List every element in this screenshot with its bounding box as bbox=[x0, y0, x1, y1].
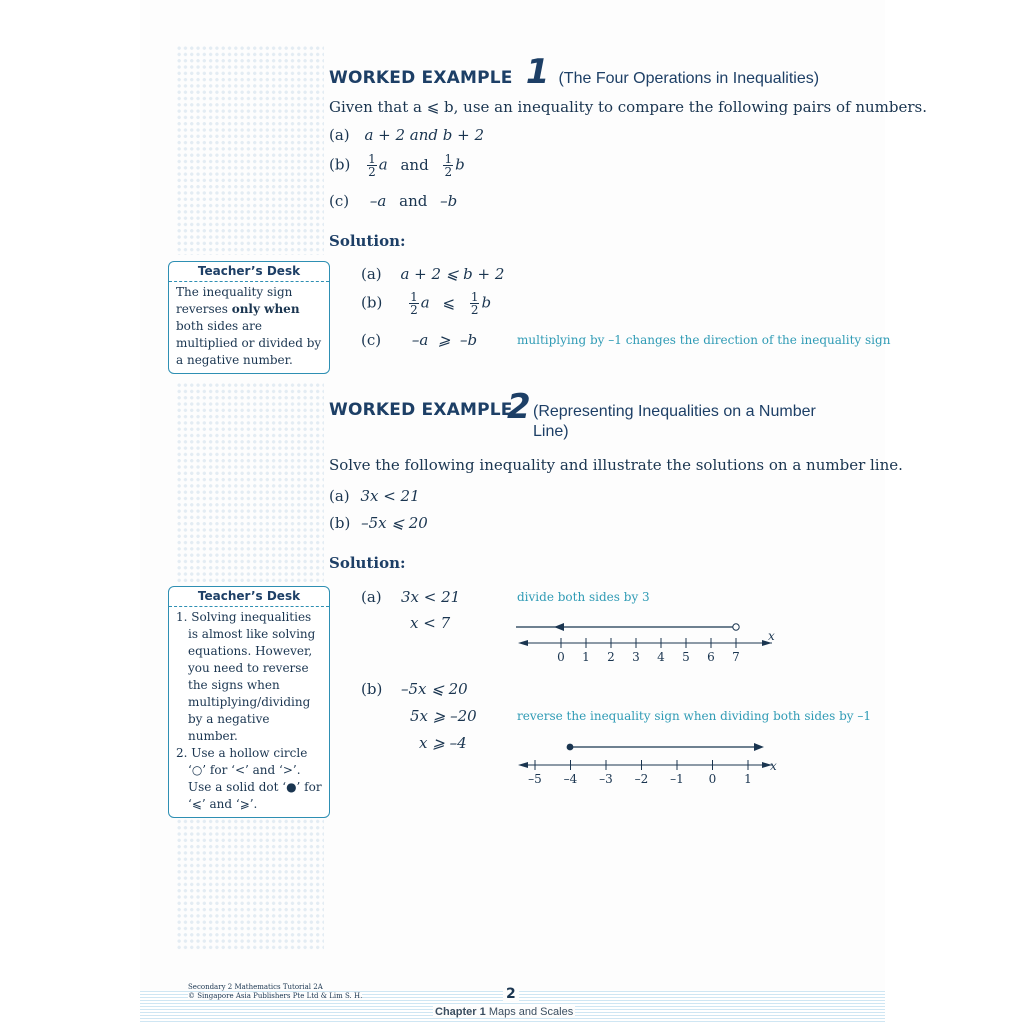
question-text: Given that a ⩽ b, use an inequality to compare the following pairs of numbers. bbox=[329, 98, 927, 116]
question-text: Solve the following inequality and illustrate the solutions on a number line. bbox=[329, 456, 903, 474]
axis-variable: x bbox=[770, 759, 777, 773]
dot-pattern-top bbox=[176, 45, 324, 255]
tick-label: –1 bbox=[670, 772, 684, 786]
solution-b-line1: –5x ⩽ 20 bbox=[401, 680, 468, 698]
teachers-desk-body bbox=[169, 607, 329, 817]
dot-pattern-bottom bbox=[176, 812, 324, 952]
teachers-desk-body: The inequality sign reverses only when both sides are multiplied or divided by a negative number. bbox=[176, 285, 322, 367]
footer-book-title: Secondary 2 Mathematics Tutorial 2A bbox=[188, 983, 323, 991]
worked-example-topic: (The Four Operations in Inequalities) bbox=[558, 70, 820, 87]
chapter-title: Maps and Scales bbox=[488, 1006, 574, 1018]
solution-heading: Solution: bbox=[329, 554, 406, 572]
fraction-half: $\frac{1}{2}$ bbox=[444, 152, 453, 179]
tip-item: 2. Use a hollow circle ‘○’ for ‘<’ and ‘>’. Use a solid dot ‘●’ for ‘⩽’ and ‘⩾’. bbox=[176, 746, 322, 811]
solution-b-line2: 5x ⩾ –20 bbox=[410, 707, 477, 725]
solution-c: (c) –a ⩾ –b bbox=[361, 331, 478, 349]
teachers-desk-title: Teacher’s Desk bbox=[169, 262, 329, 282]
solution-c-note: multiplying by –1 changes the direction of the inequality sign bbox=[517, 333, 891, 347]
page-number: 2 bbox=[503, 986, 519, 1002]
part-a bbox=[329, 126, 484, 144]
worked-example-label: WORKED EXAMPLE bbox=[329, 68, 513, 88]
tick-label: –2 bbox=[634, 772, 649, 786]
solution-b-note: reverse the inequality sign when dividing both sides by –1 bbox=[517, 709, 871, 723]
tick-label: 1 bbox=[582, 650, 590, 664]
solution-b-label: (b) bbox=[361, 680, 383, 698]
part-expression: a + 2 and b + 2 bbox=[364, 126, 485, 144]
part-b: (b) $\frac{1}{2}$ a and $\frac{1}{2}$ b bbox=[329, 152, 465, 179]
tick-label: 0 bbox=[708, 772, 717, 786]
solution-a-line1: 3x < 21 bbox=[401, 588, 461, 606]
axis-variable: x bbox=[768, 629, 775, 643]
part-c: (c) –a and –b bbox=[329, 192, 458, 210]
tick-label: –4 bbox=[563, 772, 578, 786]
solution-a-label: (a) bbox=[361, 588, 382, 606]
worked-example-number: 1 bbox=[525, 52, 550, 92]
teachers-desk-title: Teacher’s Desk bbox=[169, 587, 329, 607]
worked-example-number: 2 bbox=[507, 387, 531, 427]
number-line-b bbox=[510, 735, 790, 790]
part-a: (a) 3x < 21 bbox=[329, 487, 420, 505]
solution-heading: Solution: bbox=[329, 232, 406, 250]
part-label: (c) bbox=[329, 192, 350, 210]
footer-copyright: © Singapore Asia Publishers Pte Ltd & Lim S. H. bbox=[188, 992, 363, 1000]
fraction-half: $\frac{1}{2}$ bbox=[368, 152, 376, 179]
solution-a: (a) a + 2 ⩽ b + 2 bbox=[361, 265, 505, 283]
part-label: (a) bbox=[329, 126, 350, 144]
tick-label: 5 bbox=[682, 650, 690, 664]
tick-label: 2 bbox=[607, 650, 615, 664]
teachers-desk-2 bbox=[168, 586, 330, 818]
tick-label: 3 bbox=[632, 650, 640, 664]
part-label: (b) bbox=[329, 155, 351, 174]
tick-label: 6 bbox=[707, 650, 715, 664]
part-b: (b) –5x ⩽ 20 bbox=[329, 514, 428, 532]
solution-a-line2: x < 7 bbox=[410, 614, 451, 632]
tick-label: 7 bbox=[732, 650, 740, 664]
tick-label: 0 bbox=[557, 650, 565, 664]
fraction-half: $\frac{1}{2}$ bbox=[470, 290, 479, 317]
solution-a-note: divide both sides by 3 bbox=[517, 590, 650, 604]
worked-example-label: WORKED EXAMPLE bbox=[329, 400, 513, 420]
tip-item: 1. Solving inequalities is almost like solving equations. However, you need to reverse the signs when multiplying/dividing by a negative number. bbox=[176, 610, 316, 743]
worked-example-topic: (Representing Inequalities on a Number Line) bbox=[533, 403, 816, 440]
tick-label: 1 bbox=[744, 772, 752, 786]
teachers-desk-1 bbox=[168, 261, 330, 374]
tick-label: 4 bbox=[657, 650, 665, 664]
tick-label: –3 bbox=[599, 772, 613, 786]
tick-label: –5 bbox=[528, 772, 542, 786]
solution-b-line3: x ⩾ –4 bbox=[419, 734, 467, 752]
worked-example-1-heading bbox=[329, 52, 819, 92]
number-line-a bbox=[510, 615, 780, 665]
fraction-half: $\frac{1}{2}$ bbox=[410, 290, 418, 317]
dot-pattern-middle bbox=[176, 382, 324, 582]
solution-b: (b) $\frac{1}{2}$ a ⩽ $\frac{1}{2}$ b bbox=[361, 290, 492, 317]
chapter-label: Chapter 1 bbox=[435, 1006, 486, 1018]
footer-chapter bbox=[433, 1006, 575, 1018]
